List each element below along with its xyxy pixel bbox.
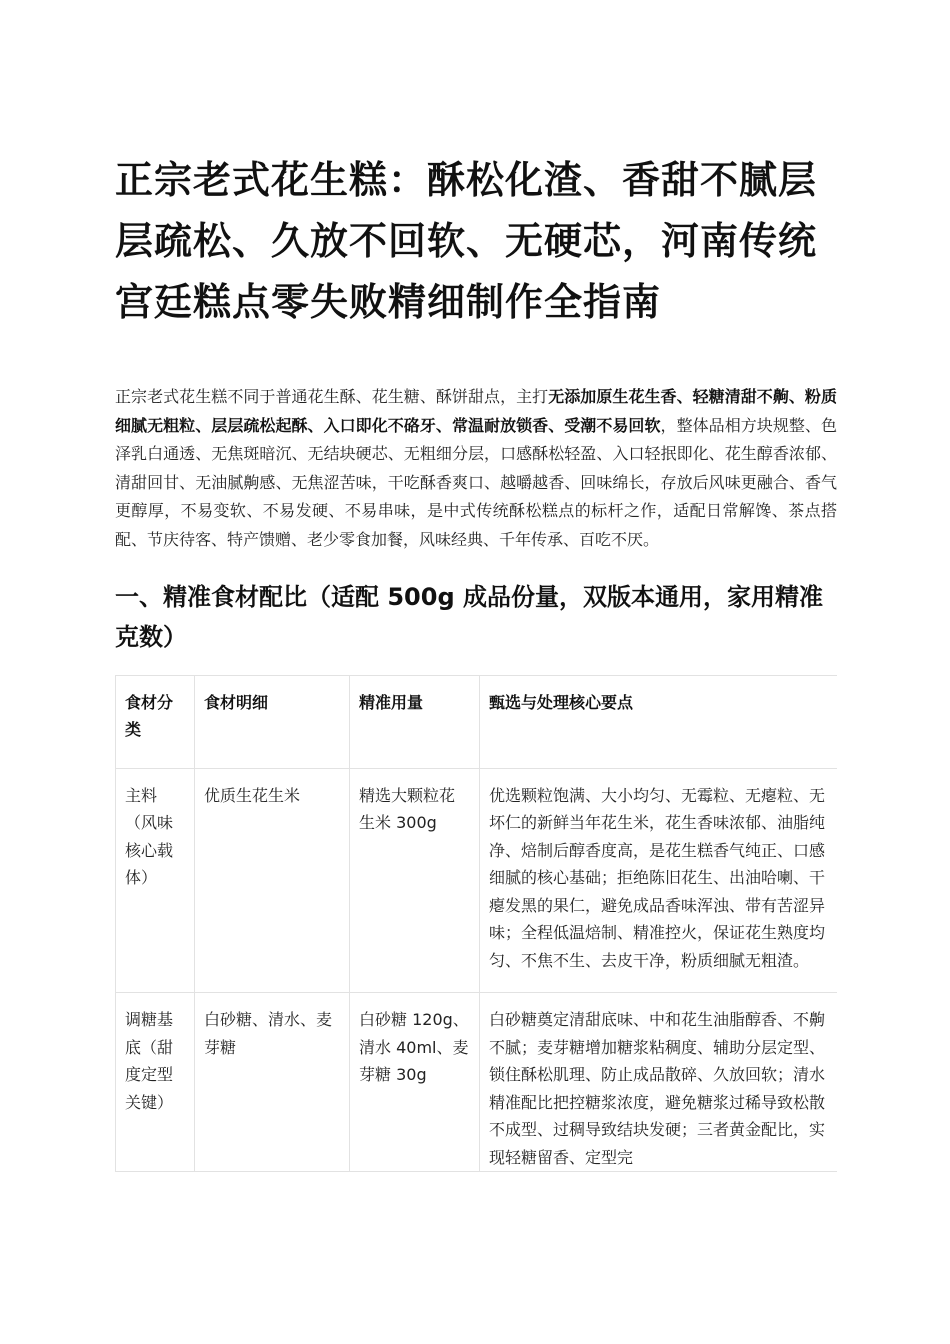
header-detail: 食材明细 xyxy=(195,675,350,768)
cell-detail: 优质生花生米 xyxy=(195,768,350,993)
cell-category: 主料（风味核心载体） xyxy=(116,768,195,993)
intro-text-start: 正宗老式花生糕不同于普通花生酥、花生糖、酥饼甜点，主打 xyxy=(115,387,549,406)
cell-notes: 优选颗粒饱满、大小均匀、无霉粒、无瘪粒、无坏仁的新鲜当年花生米，花生香味浓郁、油脂纯净、焙制后醇香度高，是花生糕香气纯正、口感细腻的核心基础；拒绝陈旧花生、出油哈喇、干瘪发黑的果仁，避免成品香味浑浊、带有苦涩异味；全程低温焙制、精准控火，保证花生熟度均匀、不焦不生、去皮干净，粉质细腻无粗渣。 xyxy=(480,768,838,993)
ingredients-table-wrapper xyxy=(115,657,837,1179)
cell-amount: 精选大颗粒花生米 300g xyxy=(350,768,480,993)
intro-paragraph xyxy=(115,383,837,555)
cell-amount: 白砂糖 120g、清水 40ml、麦芽糖 30g xyxy=(350,993,480,1172)
cell-detail: 白砂糖、清水、麦芽糖 xyxy=(195,993,350,1172)
intro-text-end: ，整体品相方块规整、色泽乳白通透、无焦斑暗沉、无结块硬芯、无粗细分层，口感酥松轻盈、入口轻抿即化、花生醇香浓郁、清甜回甘、无油腻齁感、无焦涩苦味，干吃酥香爽口、越嚼越香、回味绵长，存放后风味更融合、香气更醇厚，不易变软、不易发硬、不易串味，是中式传统酥松糕点的标杆之作，适配日常解馋、茶点搭配、节庆待客、特产馈赠、老少零食加餐，风味经典、千年传承、百吃不厌。 xyxy=(115,415,837,549)
ingredients-table xyxy=(115,675,837,1173)
header-notes: 甄选与处理核心要点 xyxy=(480,675,838,768)
intro-highlight: 无添加原生花生香、轻糖清甜不齁、粉质细腻无粗粒、层层疏松起酥、入口即化不硌牙、常温耐放锁香、受潮不易回软 xyxy=(115,387,837,435)
cell-category: 调糖基底（甜度定型关键） xyxy=(116,993,195,1172)
document-page xyxy=(115,150,837,1179)
table-row xyxy=(116,993,838,1172)
header-amount: 精准用量 xyxy=(350,675,480,768)
table-row xyxy=(116,768,838,993)
header-category: 食材分类 xyxy=(116,675,195,768)
section-heading-ingredients: 一、精准食材配比（适配 500g 成品份量，双版本通用，家用精准克数） xyxy=(115,582,823,651)
cell-notes: 白砂糖奠定清甜底味、中和花生油脂醇香、不齁不腻；麦芽糖增加糖浆粘稠度、辅助分层定型、锁住酥松肌理、防止成品散碎、久放回软；清水精准配比把控糖浆浓度，避免糖浆过稀导致松散不成型、过稠导致结块发硬；三者黄金配比，实现轻糖留香、定型完 xyxy=(480,993,838,1172)
page-title: 正宗老式花生糕：酥松化渣、香甜不腻层层疏松、久放不回软、无硬芯，河南传统宫廷糕点零失败精细制作全指南 xyxy=(115,158,818,324)
table-header-row xyxy=(116,675,838,768)
